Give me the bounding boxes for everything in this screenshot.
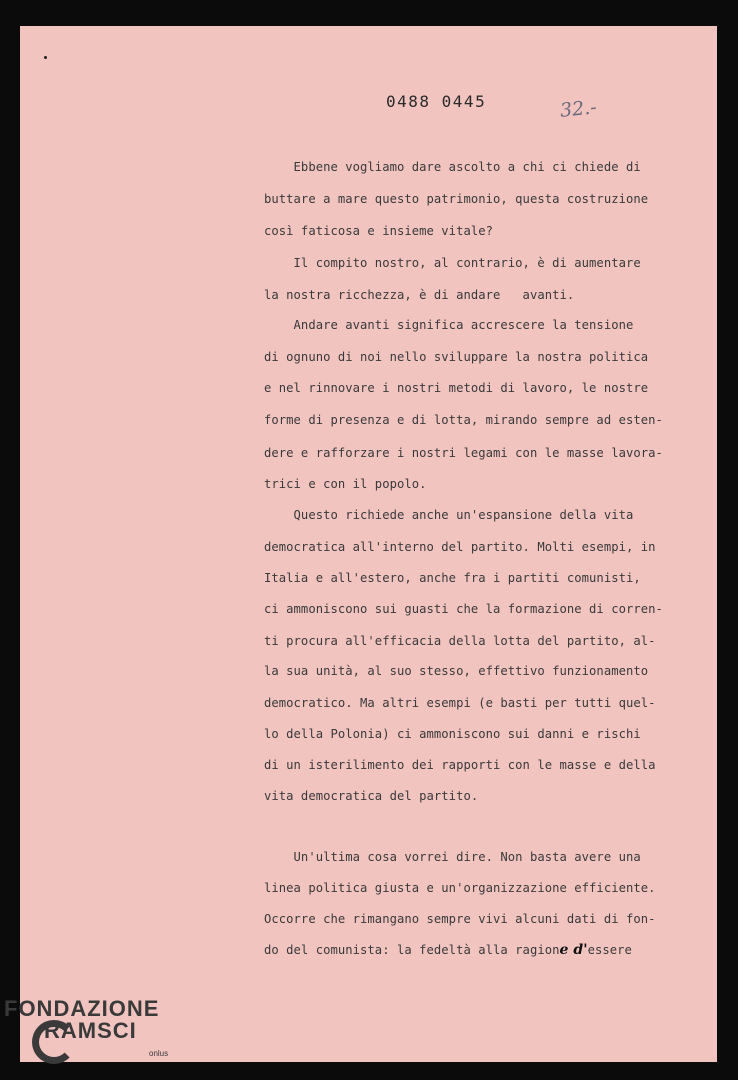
text-line-4: Il compito nostro, al contrario, è di aumentare	[264, 256, 641, 270]
text-line-20: di un isterilimento dei rapporti con le masse e della	[264, 758, 656, 772]
text-line-18: democratico. Ma altri esempi (e basti per tutti quel-	[264, 696, 656, 710]
text-line-2: buttare a mare questo patrimonio, questa costruzione	[264, 192, 649, 206]
gramsci-g-logo-icon	[32, 1020, 76, 1064]
fondazione-gramsci-watermark	[4, 996, 169, 1058]
text-line-11: trici e con il popolo.	[264, 477, 427, 491]
text-line-6: Andare avanti significa accrescere la tensione	[264, 318, 634, 332]
text-line-25	[264, 942, 632, 958]
text-line-24: Occorre che rimangano sempre vivi alcuni dati di fon-	[264, 912, 656, 926]
text-line-9: forme di presenza e di lotta, mirando sempre ad esten-	[264, 413, 663, 427]
text-line-15: ci ammoniscono sui guasti che la formazione di corren-	[264, 602, 663, 616]
watermark-suffix: onlus	[149, 1049, 169, 1058]
last-line-text: do del comunista: la fedeltà alla ragion	[264, 943, 560, 957]
watermark-line-2: RAMSCI	[44, 1018, 137, 1043]
text-line-8: e nel rinnovare i nostri metodi di lavoro, le nostre	[264, 381, 649, 395]
text-line-23: linea politica giusta e un'organizzazione efficiente.	[264, 881, 656, 895]
handwritten-page-note: 32.-	[558, 96, 598, 122]
text-line-14: Italia e all'estero, anche fra i partiti comunisti,	[264, 571, 641, 585]
text-line-3: così faticosa e insieme vitale?	[264, 224, 494, 238]
last-line-tail: essere	[587, 943, 632, 957]
page-number: 0488 0445	[386, 92, 487, 111]
text-line-19: lo della Polonia) ci ammoniscono sui danni e rischi	[264, 727, 641, 741]
text-line-5: la nostra ricchezza, è di andare avanti.	[264, 288, 575, 302]
text-line-1: Ebbene vogliamo dare ascolto a chi ci chiede di	[264, 160, 641, 174]
text-line-22: Un'ultima cosa vorrei dire. Non basta avere una	[264, 850, 641, 864]
text-line-17: la sua unità, al suo stesso, effettivo funzionamento	[264, 664, 649, 678]
text-line-13: democratica all'interno del partito. Molti esempi, in	[264, 540, 656, 554]
text-line-12: Questo richiede anche un'espansione della vita	[264, 508, 634, 522]
ink-speck	[44, 56, 47, 59]
text-line-7: di ognuno di noi nello sviluppare la nostra politica	[264, 350, 649, 364]
text-line-16: ti procura all'efficacia della lotta del partito, al-	[264, 634, 656, 648]
text-line-21: vita democratica del partito.	[264, 789, 479, 803]
text-line-10: dere e rafforzare i nostri legami con le masse lavora-	[264, 446, 663, 460]
handwritten-correction: e d'	[559, 942, 588, 958]
watermark-line-1: FONDAZIONE	[4, 996, 160, 1021]
